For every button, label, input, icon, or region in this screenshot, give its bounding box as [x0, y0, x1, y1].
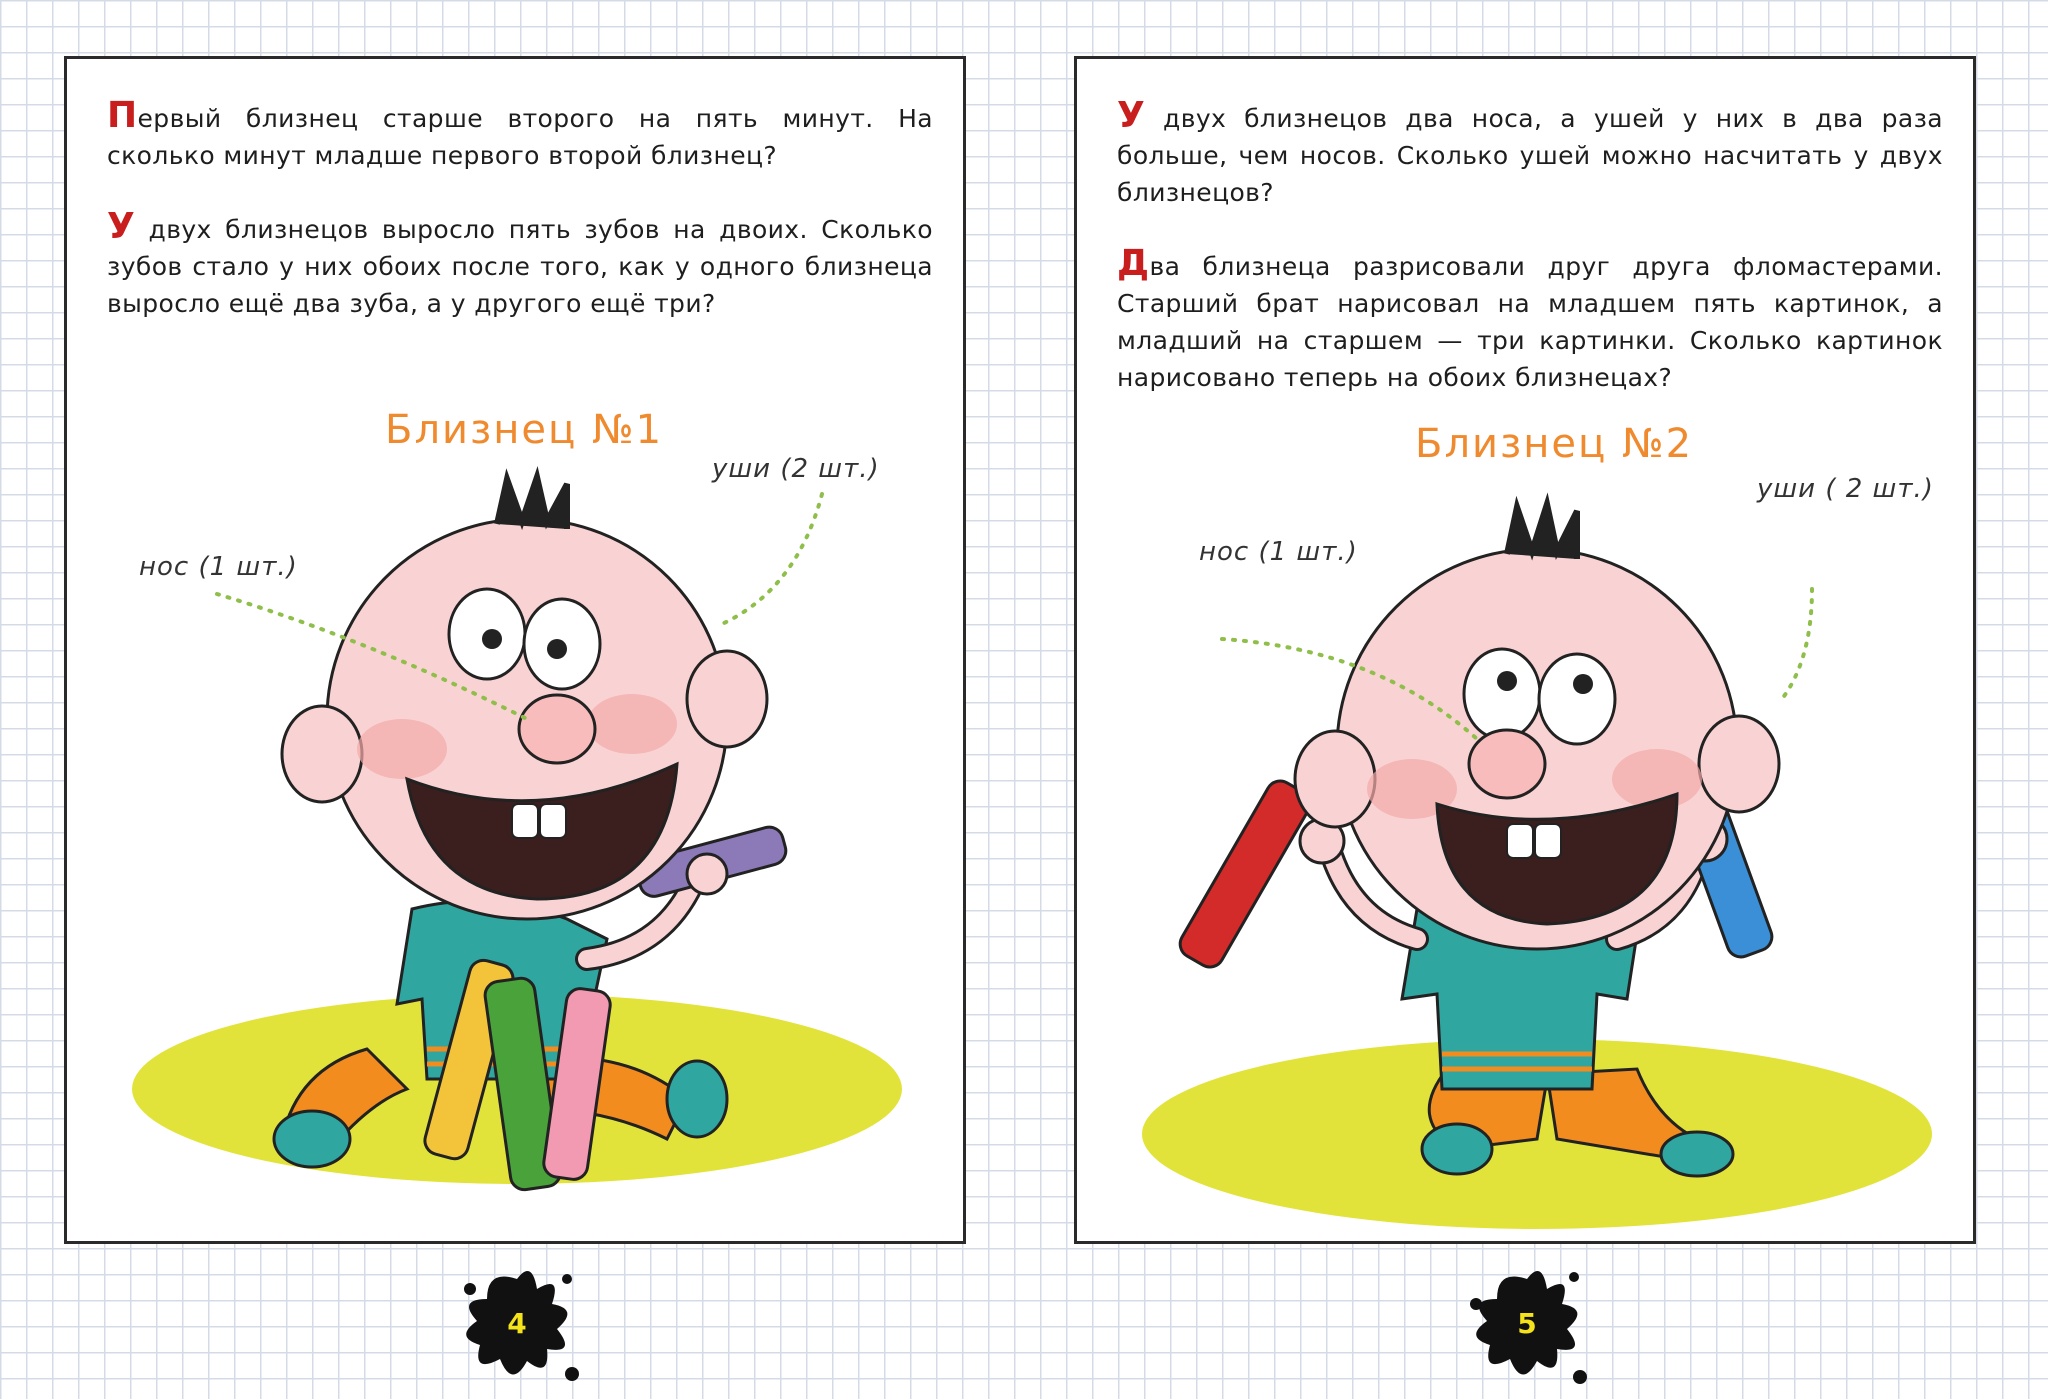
twin-1-illustration [67, 59, 969, 1247]
right-ear [687, 651, 767, 747]
ears-label: уши (2 шт.) [712, 454, 880, 484]
paragraph-text: ервый близнец старше второго на пять минут. На сколько минут младше первого второй близнец? [107, 104, 933, 170]
page-number: 4 [507, 1307, 527, 1340]
tooth [540, 804, 566, 838]
ears-arrow [722, 494, 822, 624]
right-shoe [1661, 1132, 1733, 1176]
nose-label: нос (1 шт.) [1199, 537, 1358, 567]
left-page [64, 56, 966, 1340]
paragraph-text: двух близнецов выросло пять зубов на двоих. Сколько зубов стало у них обоих после того, как у одного близнеца выросло ещё два зуба, а у другого ещё три? [107, 215, 933, 318]
left-ear [282, 706, 362, 802]
left-ear [1295, 731, 1375, 827]
drop-cap: Д [1117, 243, 1150, 284]
tooth [512, 804, 538, 838]
tooth [1507, 824, 1533, 858]
twin-title: Близнец №2 [1415, 421, 1694, 467]
ears-arrow [1782, 589, 1812, 699]
hair [497, 477, 567, 529]
right-cheek [587, 694, 677, 754]
left-eye [1464, 649, 1540, 739]
drop-cap: У [1117, 95, 1146, 136]
nose [1469, 730, 1545, 798]
right-eye [1539, 654, 1615, 744]
page-number-badge [452, 1249, 582, 1399]
right-page [1074, 56, 1976, 1340]
drop-cap: У [107, 206, 136, 247]
paragraph-text: двух близнецов два носа, а ушей у них в два раза больше, чем носов. Сколько ушей можно насчитать у двух близнецов? [1117, 104, 1943, 207]
nose-label: нос (1 шт.) [139, 552, 298, 582]
ears-label: уши ( 2 шт.) [1757, 474, 1934, 504]
left-shoe [274, 1111, 350, 1167]
right-ear [1699, 716, 1779, 812]
right-shoe [667, 1061, 727, 1137]
page-number-badge [1462, 1249, 1592, 1399]
paragraph-text: ва близнеца разрисовали друг друга фломастерами. Старший брат нарисовал на младшем пять картинок, а младший на старшем — три картинки. Сколько картинок нарисовано теперь на обоих близнецах? [1117, 252, 1943, 392]
twin-2-illustration [1077, 59, 1979, 1247]
left-cheek [357, 719, 447, 779]
left-shoe [1422, 1124, 1492, 1174]
drop-cap: П [107, 95, 138, 136]
twin-title: Близнец №1 [385, 407, 664, 453]
red-marker [1175, 776, 1315, 972]
page-number: 5 [1517, 1307, 1537, 1340]
nose [519, 695, 595, 763]
tooth [1535, 824, 1561, 858]
hair [1507, 504, 1577, 559]
